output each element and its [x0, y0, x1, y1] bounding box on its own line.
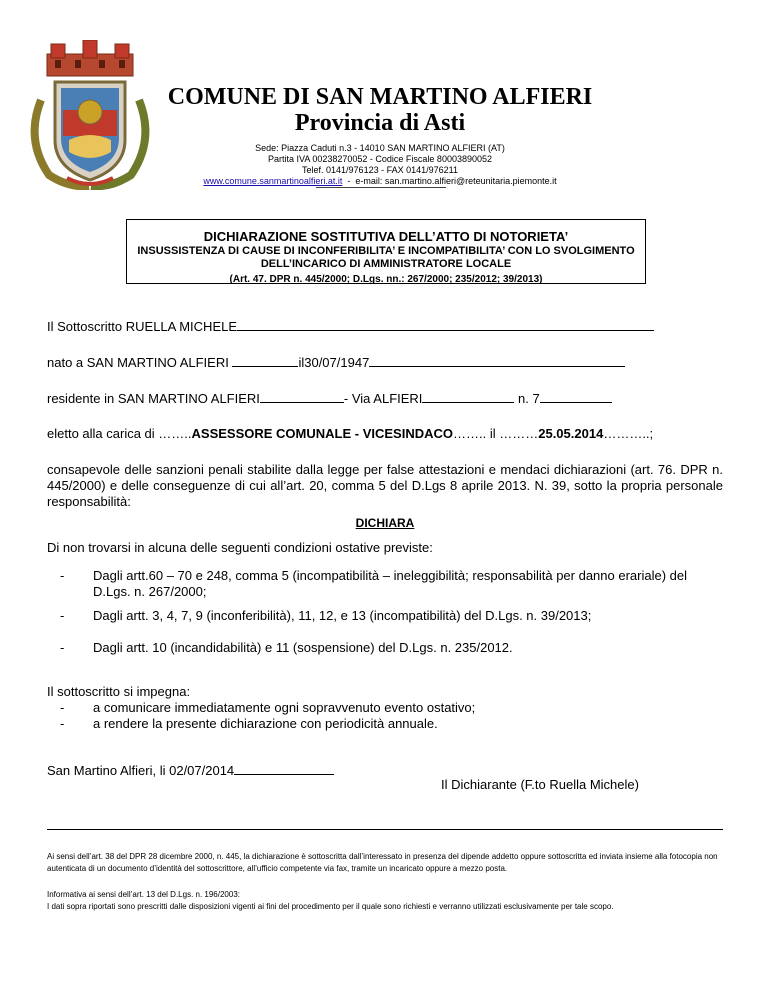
declaration-subject-line-1: INSUSSISTENZA DI CAUSE DI INCONFERIBILITA’ E INCOMPATIBILITA’ CON LO SVOLGIMENTO — [137, 245, 635, 257]
place-date-blank — [234, 762, 334, 775]
awareness-paragraph: consapevole delle sanzioni penali stabilite dalla legge per false attestazioni e mendaci dichiarazioni (art. 76. DPR n. 445/2000) e delle conseguenze di cui all’art. 20, comma 5 del D.Lgs 8 aprile 2013. N. 39, sotto la propria personale responsabilità: — [47, 462, 723, 509]
residence-blank — [260, 390, 344, 403]
commitment-item-2: a rendere la presente dichiarazione con periodicità annuale. — [93, 716, 438, 731]
conditions-intro: Di non trovarsi in alcuna delle seguenti condizioni ostative previste: — [47, 540, 433, 555]
website-link[interactable]: www.comune.sanmartinoalfieri.at.it — [203, 176, 343, 186]
birth-date-blank — [369, 354, 625, 367]
commitment-intro: Il sottoscritto si impegna: — [47, 684, 191, 699]
list-dash: - — [60, 716, 65, 731]
header-divider — [316, 187, 446, 188]
list-dash: - — [60, 608, 65, 623]
street-field: ALFIERI — [373, 391, 423, 406]
list-dash: - — [60, 568, 65, 583]
signer-line: Il Sottoscritto RUELLA MICHELE — [47, 318, 654, 335]
address-line: Sede: Piazza Caduti n.3 - 14010 SAN MARTINO ALFIERI (AT) — [255, 143, 505, 153]
vat-line: Partita IVA 00238270052 - Codice Fiscale 80003890052 — [268, 154, 492, 164]
declaration-title: DICHIARAZIONE SOSTITUTIVA DELL’ATTO DI NOTORIETA’ — [203, 229, 569, 244]
condition-item-2: Dagli artt. 3, 4, 7, 9 (inconferibilità), 11, 12, e 13 (incompatibilità) del D.Lgs. n. 39/2013; — [93, 608, 592, 623]
footer-legal-note: Ai sensi dell’art. 38 del DPR 28 dicembre 2000, n. 445, la dichiarazione è sottoscritta dall’interessato in presenza del dipende addetto oppure sottoscritta ed inviata insieme alla fotocopia non autenticata di un documento d’identità del sottoscrittore, all’ufficio competente via fax, tramite un incaricato oppure a mezzo posta. — [47, 852, 718, 873]
list-dash: - — [60, 700, 65, 715]
house-number-field: 7 — [532, 391, 540, 406]
legal-references: (Art. 47. DPR n. 445/2000; D.Lgs. nn.: 267/2000; 235/2012; 39/2013) — [229, 274, 543, 285]
email-text: e-mail: san.martino.alfieri@reteunitaria.piemonte.it — [355, 176, 557, 186]
condition-item-3: Dagli artt. 10 (incandidabilità) e 11 (sospensione) del D.Lgs. n. 235/2012. — [93, 640, 513, 655]
phone-line: Telef. 0141/976123 - FAX 0141/976211 — [302, 165, 458, 175]
signer-name-field: RUELLA MICHELE — [125, 319, 238, 334]
municipality-title: COMUNE DI SAN MARTINO ALFIERI — [167, 84, 593, 110]
place-date: San Martino Alfieri, li 02/07/2014 — [47, 763, 235, 778]
municipal-crest-icon — [19, 40, 161, 190]
signer-blank — [237, 318, 654, 331]
birth-place-blank — [232, 354, 298, 367]
residence-city-field: SAN MARTINO ALFIERI — [117, 391, 260, 406]
declaration-subject-line-2: DELL’INCARICO DI AMMINISTRATORE LOCALE — [260, 258, 512, 270]
header-contact-info — [160, 143, 600, 187]
declares-heading: DICHIARA — [355, 516, 415, 530]
residence-line: residente in SAN MARTINO ALFIERI - Via ALFIERI n. 7 — [47, 390, 612, 407]
privacy-text: I dati sopra riportati sono prescritti dalle disposizioni vigenti ai fini del procedimento per il quale sono richiesti e verranno utilizzati esclusivamente per tale scopo. — [47, 902, 614, 911]
office-line: eletto alla carica di ……..ASSESSORE COMUNALE - VICESINDACO…….. il ………25.05.2014………..; — [47, 426, 654, 441]
declarant-signature: Il Dichiarante (F.to Ruella Michele) — [441, 777, 639, 792]
footer-divider — [47, 829, 723, 830]
office-field: ASSESSORE COMUNALE - VICESINDACO — [191, 426, 453, 441]
number-blank — [540, 390, 612, 403]
declaration-title-box — [126, 219, 646, 284]
commitment-item-1: a comunicare immediatamente ogni sopravvenuto evento ostativo; — [93, 700, 476, 715]
privacy-title: Informativa ai sensi dell’art. 13 del D.Lgs. n. 196/2003: — [47, 890, 240, 899]
street-blank — [422, 390, 514, 403]
condition-item-1: Dagli artt.60 – 70 e 248, comma 5 (incompatibilità – ineleggibilità; responsabilità per danno erariale) del D.Lgs. n. 267/2000; — [93, 568, 688, 599]
birth-place-field: SAN MARTINO ALFIERI — [86, 355, 233, 370]
birth-line: nato a SAN MARTINO ALFIERI il30/07/1947 — [47, 354, 625, 371]
separator: - — [342, 176, 356, 186]
place-date-line — [47, 762, 334, 779]
list-dash: - — [60, 640, 65, 655]
province-subtitle: Provincia di Asti — [294, 110, 466, 136]
web-email-line — [160, 176, 600, 187]
birth-date-field: 30/07/1947 — [304, 355, 370, 370]
office-date-field: 25.05.2014 — [538, 426, 604, 441]
